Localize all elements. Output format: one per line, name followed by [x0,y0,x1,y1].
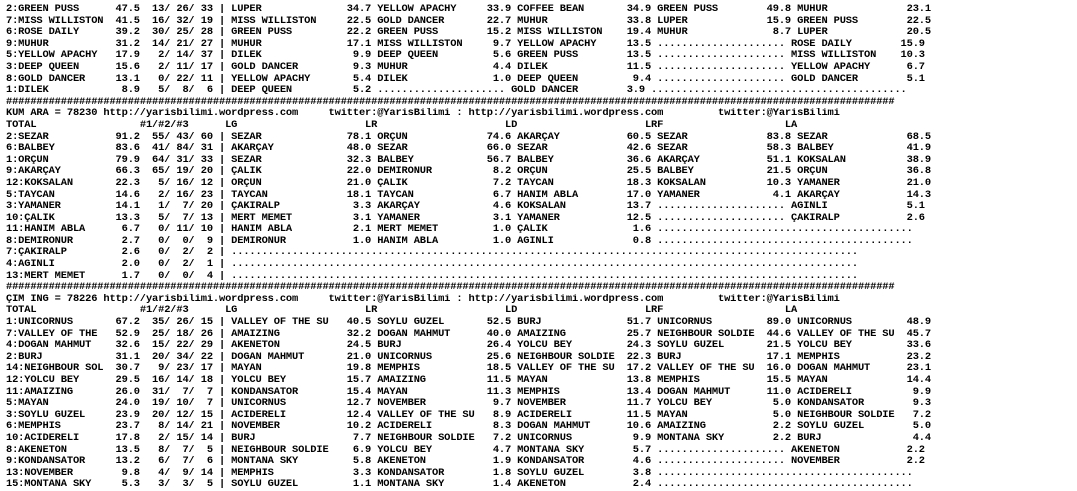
text-line: TOTAL #1/#2/#3 LG LR LD LRF LA [6,305,798,317]
text-line: 2:GREEN PUSS 47.5 13/ 26/ 33 | LUPER 34.7 YELLOW APACHY 33.9 COFFEE BEAN 34.9 GREEN PUSS 49.8 MÜHÜR 23.1 [6,4,931,15]
text-line: 3:SOYLU GÜZEL 23.9 20/ 12/ 15 | ACIDERELİ 12.4 VALLEY OF THE SU 8.9 ACIDERELİ 11.5 MAYAN 5.0 NEIGHBOUR SOLDIE 7.2 [6,409,931,421]
text-line: 12:KÖKSALAN 22.3 5/ 16/ 12 | ORÇUN 21.0 ÇALIK 7.2 TAYCAN 18.3 KÖKSALAN 10.3 YAMANER 21.0 [6,177,931,189]
text-line: KUM ARA = 78230 http://yarisbilimi.wordpress.com twitter:@YarisBilimi : http://yarisbilimi.wordpress.com twitter:@YarisBilimi [6,108,840,120]
text-line: 3:YAMANER 14.1 1/ 7/ 20 | ÇAKIRALP 3.3 AKARÇAY 4.6 KÖKSALAN 13.7 ..................... AĞINLI 5.1 [6,201,925,213]
text-line: 8:GOLD DANCER 13.1 0/ 22/ 11 | YELLOW APACHY 5.4 DİLEK 1.0 DEEP QUEEN 9.4 ..................... GOLD DANCER 5.1 [6,73,925,85]
text-line: 6:BALBEY 83.6 41/ 84/ 31 | AKARÇAY 48.0 SEZAR 66.0 SEZAR 42.6 SEZAR 58.3 BALBEY 41.9 [6,143,931,155]
text-line: 9:MÜHÜR 31.2 14/ 21/ 27 | MÜHÜR 17.1 MISS WILLISTON 9.7 YELLOW APACHY 13.5 ..................... ROSE DAILY 15.9 [6,38,925,50]
text-line: 1:UNICORNUS 67.2 35/ 26/ 15 | VALLEY OF THE SU 40.5 SOYLU GÜZEL 52.5 BURJ 51.7 UNICORNUS 89.0 UNICORNUS 48.9 [6,317,931,329]
text-line: 1:ORÇUN 79.9 64/ 31/ 33 | SEZAR 32.3 BALBEY 56.7 BALBEY 36.6 AKARÇAY 51.1 KÖKSALAN 38.9 [6,154,931,166]
text-line: 5:TAYCAN 14.6 2/ 16/ 23 | TAYCAN 18.1 TAYCAN 6.7 HANIM ABLA 17.0 YAMANER 4.1 AKARÇAY 14.3 [6,189,931,201]
text-line: ÇIM ING = 78226 http://yarisbilimi.wordpress.com twitter:@YarisBilimi : http://yarisbilimi.wordpress.com twitter:@YarisBilimi [6,293,840,305]
text-line: 7:ÇAKIRALP 2.6 0/ 2/ 2 | ....................................................................................................... [6,247,858,259]
text-line: 8:AKENETON 13.5 8/ 7/ 5 | NEIGHBOUR SOLDIE 6.9 YOLCU BEY 4.7 MONTANA SKY 5.7 ..................... AKENETON 2.2 [6,444,925,456]
text-line: 3:DEEP QUEEN 15.6 2/ 11/ 17 | GOLD DANCER 9.3 MÜHÜR 4.4 DİLEK 11.5 ..................... YELLOW APACHY 6.7 [6,61,925,73]
text-line: 8:DEMİRONUR 2.7 0/ 0/ 9 | DEMİRONUR 1.0 HANIM ABLA 1.0 AĞINLI 0.8 .......................................... [6,235,913,247]
text-line: 4:AĞINLI 2.0 0/ 2/ 1 | ....................................................................................................... [6,259,858,271]
separator-line: ################################################################################################################################################## [6,96,895,108]
text-line: 15:MONTANA SKY 5.3 3/ 3/ 5 | SOYLU GÜZEL 1.1 MONTANA SKY 1.4 AKENETON 2.4 .......................................... [6,479,913,491]
text-line: 10:ACIDERELİ 17.8 2/ 15/ 14 | BURJ 7.7 NEIGHBOUR SOLDIE 7.2 UNICORNUS 9.9 MONTANA SKY 2.2 BURJ 4.4 [6,432,931,444]
text-line: 9:AKARÇAY 66.3 65/ 19/ 20 | ÇALIK 22.0 DEMİRONUR 8.2 ORÇUN 25.5 BALBEY 21.5 ORÇUN 36.8 [6,166,931,178]
text-line: 11:HANIM ABLA 6.7 0/ 11/ 10 | HANIM ABLA 2.1 MERT MEMET 1.0 ÇALIK 1.6 .......................................... [6,224,913,236]
text-line: 13:MERT MEMET 1.7 0/ 0/ 4 | ....................................................................................................... [6,270,858,282]
text-line: 6:MEMPHIS 23.7 8/ 14/ 21 | NOVEMBER 10.2 ACIDERELİ 8.3 DOĞAN MAHMUT 10.6 AMAIZING 2.2 SOYLU GÜZEL 5.0 [6,421,931,433]
text-line: 6:ROSE DAILY 39.2 30/ 25/ 28 | GREEN PUSS 22.2 GREEN PUSS 15.2 MISS WILLISTON 19.4 MÜHÜR 8.7 LUPER 20.5 [6,27,931,39]
text-line: 4:DOĞAN MAHMUT 32.6 15/ 22/ 29 | AKENETON 24.5 BURJ 26.4 YOLCU BEY 24.3 SOYLU GÜZEL 21.5 YOLCU BEY 33.6 [6,340,931,352]
text-line: 5:MAYAN 24.0 19/ 10/ 7 | UNICORNUS 12.7 NOVEMBER 9.7 NOVEMBER 11.7 YOLCU BEY 5.0 KONDANSATÖR 9.3 [6,398,931,410]
text-line: 13:NOVEMBER 9.8 4/ 9/ 14 | MEMPHIS 3.3 KONDANSATÖR 1.8 SOYLU GÜZEL 3.8 .......................................... [6,467,913,479]
race-results-sheet [6,4,931,491]
text-line: 12:YOLCU BEY 29.5 16/ 14/ 18 | YOLCU BEY 15.7 AMAIZING 11.5 MAYAN 13.8 MEMPHIS 15.5 MAYAN 14.4 [6,375,931,386]
text-line: 2:BURJ 31.1 20/ 34/ 22 | DOĞAN MAHMUT 21.0 UNICORNUS 25.6 NEIGHBOUR SOLDIE 22.3 BURJ 17.1 MEMPHIS 23.2 [6,351,931,363]
text-line: 1:DİLEK 8.9 5/ 8/ 6 | DEEP QUEEN 5.2 ..................... GOLD DANCER 3.9 .......................................... [6,85,907,97]
text-line: 5:YELLOW APACHY 17.9 2/ 14/ 37 | DİLEK 9.9 DEEP QUEEN 5.6 GREEN PUSS 13.5 ..................... MISS WILLISTON 10.3 [6,50,925,62]
text-line: 10:ÇALIK 13.3 5/ 7/ 13 | MERT MEMET 3.1 YAMANER 3.1 YAMANER 12.5 ..................... ÇAKIRALP 2.6 [6,212,925,224]
text-line: 7:VALLEY OF THE 52.9 25/ 18/ 26 | AMAIZING 32.2 DOĞAN MAHMUT 40.0 AMAIZING 25.7 NEIGHBOUR SOLDIE 44.6 VALLEY OF THE SU 45.7 [6,328,931,340]
text-line: 11:AMAIZING 26.0 31/ 7/ 7 | KONDANSATÖR 15.4 MAYAN 11.3 MEMPHIS 13.4 DOĞAN MAHMUT 11.0 ACIDERELİ 9.9 [6,386,931,398]
text-line: TOTAL #1/#2/#3 LG LR LD LRF LA [6,119,798,131]
text-line: 7:MISS WILLISTON 41.5 16/ 32/ 19 | MISS WILLISTON 22.5 GOLD DANCER 22.7 MÜHÜR 33.8 LUPER 15.9 GREEN PUSS 22.5 [6,15,931,27]
text-line: 14:NEIGHBOUR SOL 30.7 9/ 23/ 17 | MAYAN 19.8 MEMPHIS 18.5 VALLEY OF THE SU 17.2 VALLEY OF THE SU 16.0 DOĞAN MAHMUT 23.1 [6,363,931,375]
text-line: 9:KONDANSATÖR 13.2 6/ 7/ 6 | MONTANA SKY 5.8 AKENETON 1.9 KONDANSATÖR 4.6 ..................... NOVEMBER 2.2 [6,456,925,468]
text-line: 2:SEZAR 91.2 55/ 43/ 60 | SEZAR 78.1 ORÇUN 74.6 AKARÇAY 60.5 SEZAR 83.8 SEZAR 68.5 [6,131,931,143]
separator-line: ################################################################################################################################################## [6,282,895,294]
